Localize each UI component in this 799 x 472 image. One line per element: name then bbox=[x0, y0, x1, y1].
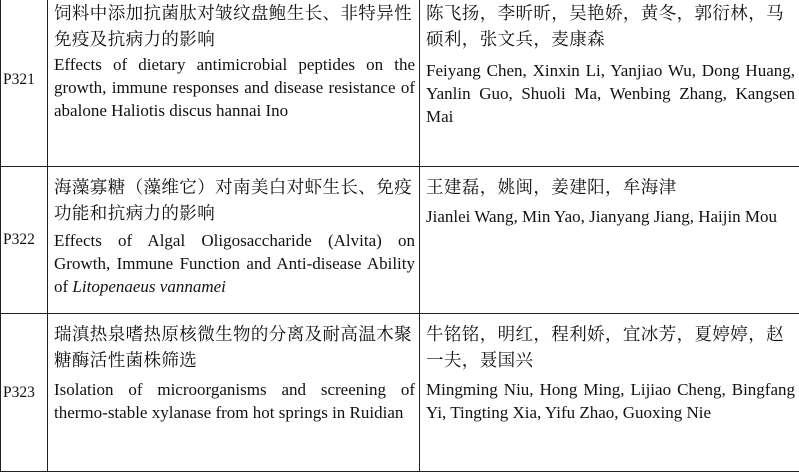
paper-title-cell bbox=[48, 167, 420, 314]
paper-title-en: Effects of dietary antimicrobial peptides on the growth, immune responses and disease resistance of abalone Haliotis discus hannai Ino bbox=[54, 53, 415, 122]
paper-authors-cell bbox=[420, 167, 799, 314]
paper-authors-en: Jianlei Wang, Min Yao, Jianyang Jiang, Haijin Mou bbox=[426, 205, 795, 228]
table-row bbox=[1, 0, 799, 167]
paper-authors-cell bbox=[420, 314, 799, 472]
paper-title-cell bbox=[48, 314, 420, 472]
paper-authors-en: Feiyang Chen, Xinxin Li, Yanjiao Wu, Dong Huang, Yanlin Guo, Shuoli Ma, Wenbing Zhang, Kangsen Mai bbox=[426, 59, 795, 128]
paper-title-cell bbox=[48, 0, 420, 167]
paper-title-en-plain: Effects of Algal Oligosaccharide (Alvita) on Growth, Immune Function and Anti-disease Ability of bbox=[54, 231, 415, 296]
paper-title-cn: 海藻寡糖（藻维它）对南美白对虾生长、免疫功能和抗病力的影响 bbox=[54, 175, 415, 227]
paper-authors-en: Mingming Niu, Hong Ming, Lijiao Cheng, Bingfang Yi, Tingting Xia, Yifu Zhao, Guoxing Nie bbox=[426, 378, 795, 424]
table-row bbox=[1, 314, 799, 472]
paper-authors-cn: 牛铭铭，明红，程利娇，宜冰芳，夏婷婷，赵一夫，聂国兴 bbox=[426, 322, 795, 374]
paper-title-cn: 饲料中添加抗菌肽对皱纹盘鲍生长、非特异性免疫及抗病力的影响 bbox=[54, 1, 415, 53]
paper-id: P322 bbox=[1, 167, 48, 314]
paper-title-cn: 瑞滇热泉嗜热原核微生物的分离及耐高温木聚糖酶活性菌株筛选 bbox=[54, 322, 415, 374]
paper-authors-cn: 王建磊，姚闽，姜建阳，牟海津 bbox=[426, 175, 795, 201]
paper-authors-cn: 陈飞扬，李昕昕，吴艳娇，黄冬，郭衍林，马硕利，张文兵，麦康森 bbox=[426, 1, 795, 53]
paper-authors-cell bbox=[420, 0, 799, 167]
table-row bbox=[1, 167, 799, 314]
paper-title-en bbox=[54, 229, 415, 298]
paper-title-en: Isolation of microorganisms and screening of thermo-stable xylanase from hot springs in Ruidian bbox=[54, 378, 415, 424]
paper-id: P323 bbox=[1, 314, 48, 472]
species-name: Litopenaeus vannamei bbox=[72, 277, 225, 296]
paper-id: P321 bbox=[1, 0, 48, 167]
